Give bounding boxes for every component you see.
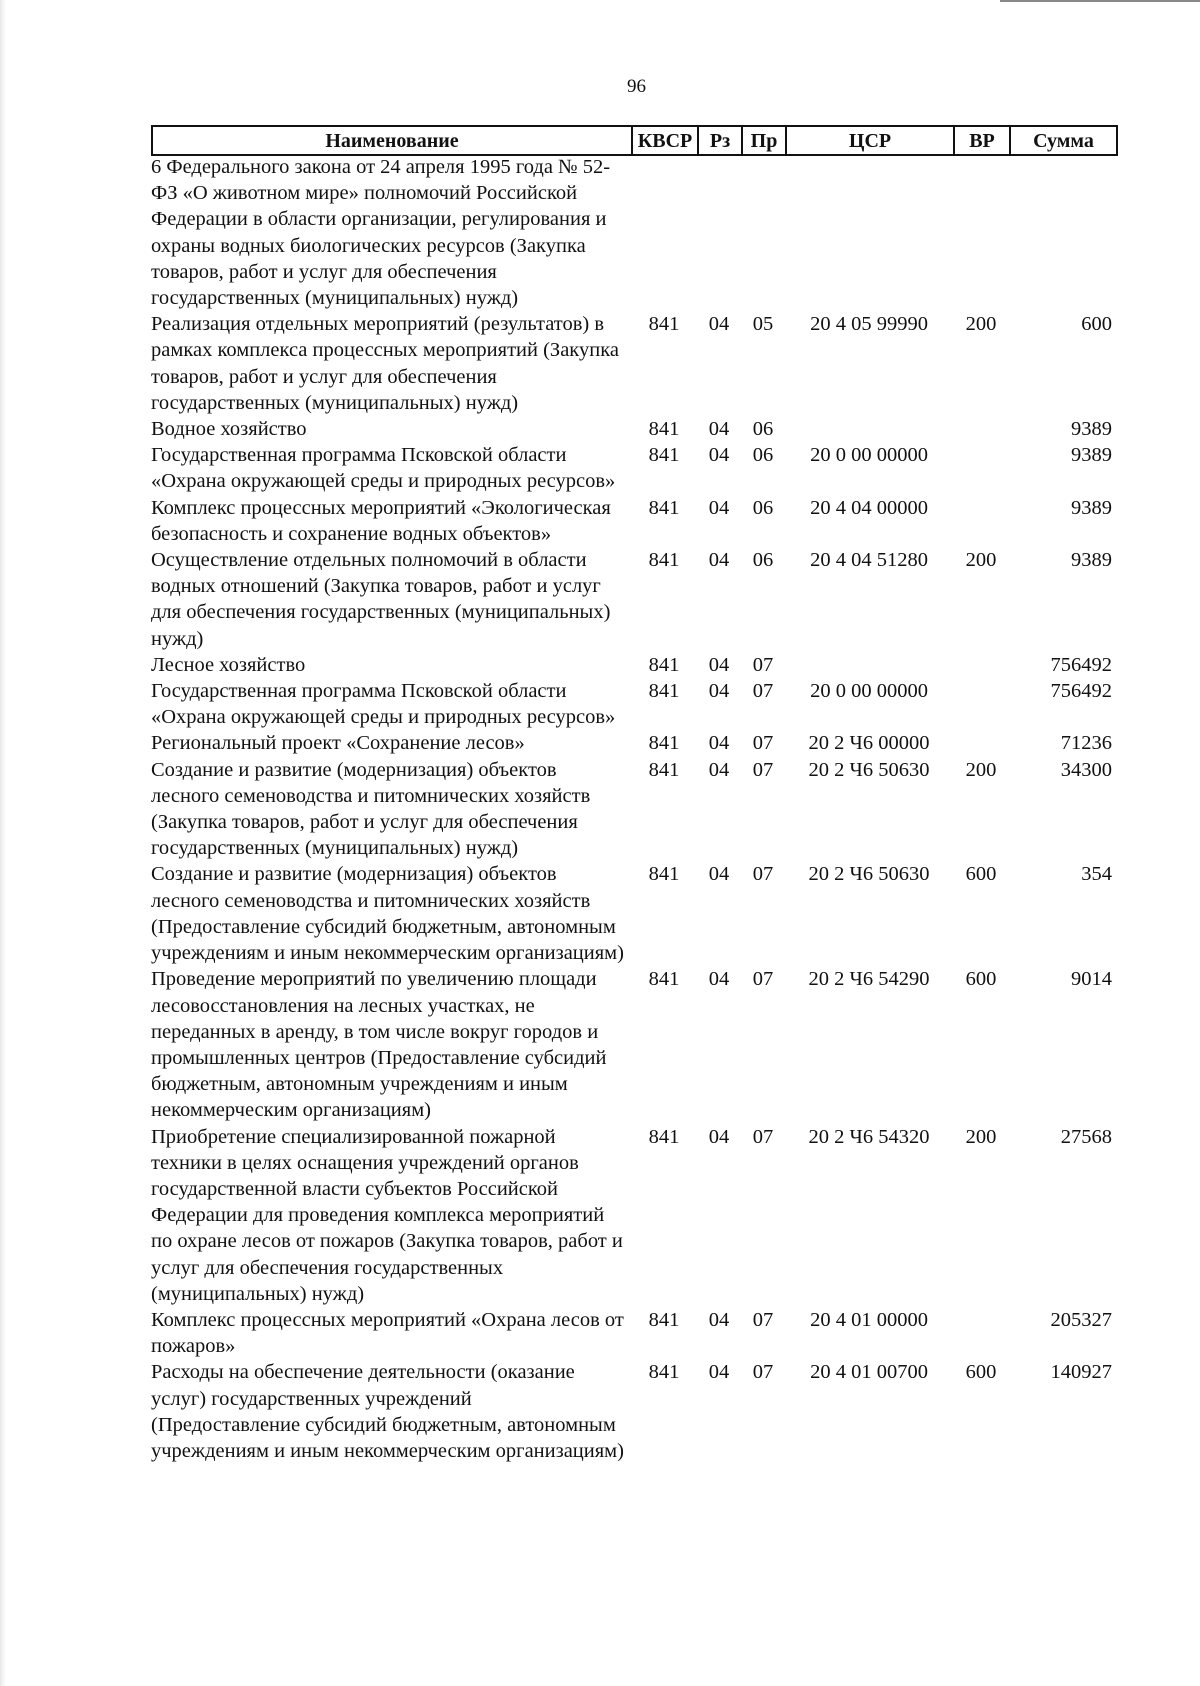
cell-vr	[953, 652, 1009, 678]
cell-kvsr: 841	[648, 1125, 680, 1148]
cell-pr: 07	[752, 1125, 774, 1148]
cell-kvsr	[631, 154, 697, 311]
cell-kvsr: 841	[648, 863, 680, 886]
table-row	[151, 652, 1116, 678]
table-row	[151, 966, 1116, 1123]
cell-vr	[953, 1307, 1009, 1359]
cell-pr: 06	[752, 444, 774, 467]
cell-kvsr: 841	[648, 680, 680, 703]
cell-kvsr: 841	[648, 653, 680, 676]
table-row	[151, 1307, 1116, 1359]
cell-csr	[785, 154, 953, 311]
cell-sum: 9014	[1071, 968, 1112, 991]
table-row	[151, 416, 1116, 442]
cell-sum: 205327	[1050, 1308, 1112, 1331]
cell-kvsr: 841	[648, 313, 680, 336]
cell-kvsr: 841	[648, 1361, 680, 1384]
cell-name: Расходы на обеспечение деятельности (оказание услуг) государственных учреждений (Предоставление субсидий бюджетным, автономным учреждениям и иным некоммерческим организациям)	[151, 1361, 624, 1462]
top-rule	[1000, 0, 1200, 2]
cell-vr	[953, 730, 1009, 756]
cell-vr: 200	[965, 549, 997, 572]
cell-vr: 200	[965, 1125, 997, 1148]
cell-sum: 354	[1081, 863, 1112, 886]
cell-csr: 20 0 00 00000	[810, 444, 928, 467]
cell-csr: 20 4 04 00000	[810, 496, 928, 519]
cell-kvsr: 841	[648, 1308, 680, 1331]
cell-pr: 06	[752, 549, 774, 572]
cell-csr: 20 0 00 00000	[810, 680, 928, 703]
cell-name: Государственная программа Псковской области «Охрана окружающей среды и природных ресурсов»	[151, 444, 616, 493]
cell-csr	[785, 652, 953, 678]
cell-rz: 04	[708, 758, 730, 781]
table-row	[151, 495, 1116, 547]
cell-rz: 04	[708, 444, 730, 467]
cell-rz: 04	[708, 863, 730, 886]
cell-pr: 07	[752, 863, 774, 886]
table-body	[151, 154, 1116, 1464]
cell-vr	[953, 154, 1009, 311]
cell-sum: 9389	[1071, 549, 1112, 572]
cell-csr: 20 4 04 51280	[810, 549, 928, 572]
table-row	[151, 730, 1116, 756]
cell-kvsr: 841	[648, 418, 680, 441]
cell-csr: 20 2 Ч6 54320	[808, 1125, 930, 1148]
cell-vr	[953, 416, 1009, 442]
cell-sum: 600	[1081, 313, 1112, 336]
cell-pr: 05	[752, 313, 774, 336]
cell-rz: 04	[708, 653, 730, 676]
cell-csr	[785, 416, 953, 442]
cell-pr: 07	[752, 1308, 774, 1331]
cell-name: Реализация отдельных мероприятий (результатов) в рамках комплекса процессных мероприятий (Закупка товаров, работ и услуг для обеспечения государственных (муниципальных) нужд)	[151, 313, 619, 414]
cell-name: Осуществление отдельных полномочий в области водных отношений (Закупка товаров, работ и услуг для обеспечения государственных (муниципальных) нужд)	[151, 549, 611, 650]
cell-name: Приобретение специализированной пожарной техники в целях оснащения учреждений органов государственной власти субъектов Российской Федерации для проведения комплекса мероприятий по охране лесов от пожаров (Закупка товаров, работ и услуг для обеспечения государственных (муниципальных) нужд)	[151, 1125, 623, 1305]
cell-sum: 71236	[1060, 732, 1112, 755]
cell-sum: 9389	[1071, 444, 1112, 467]
cell-sum: 756492	[1050, 653, 1112, 676]
cell-csr: 20 2 Ч6 50630	[808, 758, 930, 781]
cell-name: Лесное хозяйство	[151, 653, 306, 676]
cell-vr: 200	[965, 313, 997, 336]
cell-rz: 04	[708, 680, 730, 703]
scan-edge	[0, 0, 6, 1686]
cell-vr	[953, 678, 1009, 730]
table-row	[151, 861, 1116, 966]
cell-vr: 600	[965, 863, 997, 886]
cell-rz: 04	[708, 418, 730, 441]
cell-csr: 20 2 Ч6 54290	[808, 968, 930, 991]
cell-sum: 27568	[1060, 1125, 1112, 1148]
table-row	[151, 1359, 1116, 1464]
cell-sum: 140927	[1050, 1361, 1112, 1384]
table-header	[151, 125, 1118, 156]
cell-rz: 04	[708, 313, 730, 336]
table-row	[151, 311, 1116, 416]
page-number: 96	[627, 76, 646, 97]
cell-vr: 600	[965, 1361, 997, 1384]
cell-rz: 04	[708, 732, 730, 755]
cell-sum: 9389	[1071, 418, 1112, 441]
cell-rz	[697, 154, 741, 311]
cell-vr	[953, 495, 1009, 547]
cell-pr: 06	[752, 496, 774, 519]
cell-csr: 20 2 Ч6 00000	[808, 732, 930, 755]
table-row	[151, 757, 1116, 862]
cell-vr: 200	[965, 758, 997, 781]
table-row	[151, 442, 1116, 494]
cell-kvsr: 841	[648, 732, 680, 755]
cell-sum: 756492	[1050, 680, 1112, 703]
cell-name: Создание и развитие (модернизация) объектов лесного семеноводства и питомнических хозяйств (Закупка товаров, работ и услуг для обеспечения государственных (муниципальных) нужд)	[151, 758, 591, 860]
table-row	[151, 547, 1116, 652]
cell-sum	[1009, 154, 1116, 311]
cell-pr: 07	[752, 1361, 774, 1384]
header-sum: Сумма	[1010, 126, 1117, 155]
cell-csr: 20 4 01 00700	[810, 1361, 928, 1384]
cell-pr	[741, 154, 785, 311]
header-csr: ЦСР	[786, 126, 954, 155]
cell-vr	[953, 442, 1009, 494]
header-rz: Рз	[698, 126, 742, 155]
cell-pr: 07	[752, 680, 774, 703]
cell-pr: 07	[752, 732, 774, 755]
cell-sum: 34300	[1060, 758, 1112, 781]
cell-rz: 04	[708, 549, 730, 572]
cell-csr: 20 2 Ч6 50630	[808, 863, 930, 886]
budget-table	[151, 154, 1116, 1464]
cell-vr: 600	[965, 968, 997, 991]
header-vr: ВР	[954, 126, 1010, 155]
cell-sum: 9389	[1071, 496, 1112, 519]
cell-name: Водное хозяйство	[151, 418, 307, 441]
cell-name: Проведение мероприятий по увеличению площади лесовосстановления на лесных участках, не переданных в аренду, в том числе вокруг городов и промышленных центров (Предоставление субсидий бюджетным, автономным учреждениям и иным некоммерческим организациям)	[151, 968, 607, 1122]
cell-rz: 04	[708, 968, 730, 991]
cell-kvsr: 841	[648, 968, 680, 991]
cell-kvsr: 841	[648, 758, 680, 781]
cell-csr: 20 4 05 99990	[810, 313, 928, 336]
cell-rz: 04	[708, 1361, 730, 1384]
cell-name: Комплекс процессных мероприятий «Экологическая безопасность и сохранение водных объектов»	[151, 496, 611, 545]
table-row	[151, 154, 1116, 311]
header-kvsr: КВСР	[632, 126, 698, 155]
cell-pr: 07	[752, 758, 774, 781]
table-row	[151, 1124, 1116, 1307]
cell-name: Комплекс процессных мероприятий «Охрана лесов от пожаров»	[151, 1308, 624, 1358]
cell-pr: 06	[752, 418, 774, 441]
cell-kvsr: 841	[648, 496, 680, 519]
cell-pr: 07	[752, 653, 774, 676]
cell-pr: 07	[752, 968, 774, 991]
cell-rz: 04	[708, 1125, 730, 1148]
cell-kvsr: 841	[648, 549, 680, 572]
cell-csr: 20 4 01 00000	[810, 1308, 928, 1331]
cell-kvsr: 841	[648, 444, 680, 467]
cell-rz: 04	[708, 1308, 730, 1331]
header-name: Наименование	[152, 126, 632, 155]
cell-rz: 04	[708, 496, 730, 519]
cell-name: Создание и развитие (модернизация) объектов лесного семеноводства и питомнических хозяйств (Предоставление субсидий бюджетным, автономным учреждениям и иным некоммерческим организациям)	[151, 863, 624, 965]
table-row	[151, 678, 1116, 730]
cell-name: 6 Федерального закона от 24 апреля 1995 года № 52-ФЗ «О животном мире» полномочий Российской Федерации в области организации, регулирования и охраны водных биологических ресурсов (Закупка товаров, работ и услуг для обеспечения государственных (муниципальных) нужд)	[151, 156, 611, 310]
cell-name: Региональный проект «Сохранение лесов»	[151, 732, 525, 755]
header-pr: Пр	[742, 126, 786, 155]
cell-name: Государственная программа Псковской области «Охрана окружающей среды и природных ресурсов»	[151, 680, 616, 729]
